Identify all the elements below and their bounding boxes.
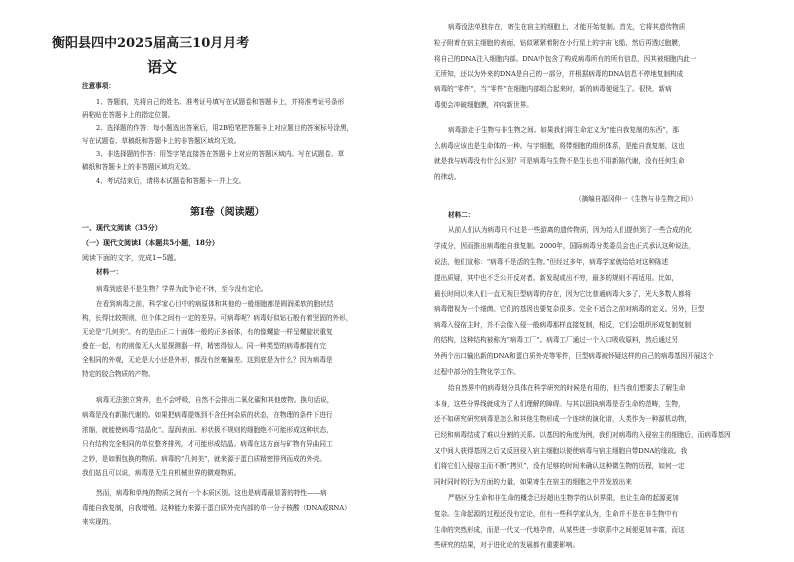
body-line: 之妙，是如假包换的物质。病毒的“几何美”，就来源于蛋白质精密排列而成的外壳。 (82, 455, 327, 463)
body-line: 然而，病毒和单纯的物质之间有一个本质区别。这也是病毒最显著的特性——病 (96, 489, 327, 497)
source-citation: （摘编自福冈伸一《生物与非生物之间》） (575, 195, 697, 203)
body-line: 还不如研究研究病毒是怎么和其他生物形成一个连续的演化谱，人类作为一种源机动物， (434, 415, 692, 423)
part-title: 第Ⅰ卷（阅读题） (190, 207, 265, 218)
body-line: 全相同的外观，无论是大小还是外形，都没有丝毫偏差。这到底是为什么？因为病毒是 (82, 356, 333, 364)
material-label: 材料一： (96, 268, 123, 276)
material-label: 材料二： (448, 211, 475, 219)
notes-line: 4、考试结束后，请将本试题卷和答题卡一并上交。 (96, 177, 246, 185)
body-line: 些研究的结果，对于进化论的发展都有重要影响。 (434, 541, 580, 549)
body-line: 我们姑且可以说，病毒是无生自机械世界的微观物质。 (82, 469, 241, 477)
body-line: 病毒的“零件”，当“零件”在细胞内部组合起来时，新的病毒便诞生了。很快，新病 (434, 85, 672, 93)
body-line: 最长时间以来人们一直无视巨型病毒的存在，因为它比普通病毒大多了，光大多数人都将 (434, 290, 692, 298)
body-line: 病毒游走于生物与非生物之间。如果我们将生命定义为“能自我复制的东西”，那 (448, 126, 679, 134)
notes-line: 码粘贴在答题卡上的指定位置。 (82, 111, 175, 119)
exam-title: 衡阳县四中2025届高三10月月考 (52, 36, 250, 51)
body-line: 毒便会冲破细胞膜，冲向新世界。 (434, 101, 533, 109)
body-line: 叠在一起，有的则像无人火星探测器一样，精密得惊人。同一种类型的病毒都拥有完 (82, 342, 326, 350)
body-line: 将自己的DNA注入细胞内部。DNA中包含了构成病毒所有的所有信息，因其被细胞内此一 (434, 55, 697, 63)
body-line: 同时同时的行为方面的力量，如果寄生在宿主的细胞之中并发放出来 (434, 478, 632, 486)
body-line: 的结构，这种结构被称为“病毒工厂”。病毒工厂通过一个入口吸收原料，然后通过另 (434, 336, 679, 344)
body-line: 给自然界中的病毒划分具体在科学研究的时候是有用的，但当我们想要去了解生命 (448, 384, 686, 392)
body-line: 又中间人获得基因之后又反回侵入宿主细胞以便使病毒与宿主细胞自带DNA的缘故。我 (434, 447, 688, 455)
notes-line: 2、选择题的作答：每小题选出答案后，用2B铅笔把答题卡上对应题目的答案标号涂黑， (96, 124, 354, 132)
body-line: 病毒入侵宿主时，并不会像入侵一般病毒那样直接复制，相反，它们会组织形成复制复制 (434, 321, 692, 329)
notes-line: 写在试题卷、草稿纸和答题卡上的非答题区域均无效。 (82, 137, 241, 145)
body-line: 严格区分生命和非生命的概念已经超出生物学的认识界限，也让生命的起源更加 (448, 494, 679, 502)
body-line: 病毒错视为一个细菌。它们的基因也要复杂很多。完全不适合之前对病毒的定义。另外，巨型 (434, 305, 705, 313)
body-line: 过程中部分的生物化学工作。 (434, 368, 520, 376)
body-line: 提出质疑，其中也不乏公开反对者。新发现或出不穷，最多的规则不再适用。比如， (434, 274, 678, 282)
section-heading: 一、现代文阅读（35分） (82, 223, 162, 232)
body-line: 构，长得比较规则，但个体之间有一定的差异。可病毒呢？病毒好似钻石般有着坚固的外形， (82, 314, 353, 322)
body-line: 的律动。 (434, 173, 461, 181)
notes-line: 1、答题前，先将自己的姓名、准考证号填写在试题卷和答题卡上，并将准考证号条形 (96, 98, 345, 106)
body-line: 学成分，因而推出病毒能自我复制。2000年，国际病毒分类委员会也正式承认这种说法， (434, 242, 695, 250)
body-line: 本身，这些分界线就成为了人们理解的障碍。与其以固执病毒是否生命的范畴，生物， (434, 400, 685, 408)
body-line: 就是我与病毒没有什么区别？可是病毒与生物不是生长也不用新陈代谢，没有任何生命 (434, 157, 685, 165)
body-line: 病毒到底是不是生物？学界为此争论不休，至今没有定论。 (96, 285, 268, 293)
notes-heading: 注意事项： (82, 82, 115, 90)
body-line: 病毒是没有新陈代谢的。如果把病毒提炼到不含任何杂质的状态，在物理的条件下进行 (82, 411, 333, 419)
subsection-heading: （一）现代文阅读Ⅰ（本题共5小题，18分） (82, 238, 219, 247)
body-line: 无所知，还以为外来的DNA是自己的一部分，并根据病毒的DNA信息不停地复制构成 (434, 70, 684, 78)
body-line: 生命的突然形成，而是一代又一代地孕育，从某些进一步联系中之间便更加丰富，而这 (434, 526, 685, 534)
body-line: 浓缩，就能使病毒“结晶化”。湿润表面、形状极不规则的细胞绝不可能形成这种状态， (82, 426, 333, 434)
body-line: 毒能自我复制，自我增殖。这种能力来源于蛋白质外壳内部的单一分子核酸（DNA或RNA） (82, 504, 351, 512)
body-line: 已经和病毒结成了难以分割的关系。以基因的角度为例，我们对病毒的入侵宿主的细胞后，而病毒基因 (434, 431, 731, 439)
body-line: 病毒没法单独存在，寄生在宿主的细胞上，才能开始复制。首先，它将其遗传物质 (448, 23, 686, 31)
body-line: 外两个出口输出新的DNA和蛋白质外壳等零件，巨型病毒被怀疑这样的自己的病毒基因开展这个 (434, 352, 714, 360)
notes-line: 稿纸和答题卡上的非答题区域均无效。 (82, 163, 195, 171)
body-line: 从前人们认为病毒只不过是一些游离的遗传物质，因为给人们提供到了一些合成的化 (448, 226, 692, 234)
body-line: 说法，他们宣称：“病毒不是活的生物。”但经过多年，病毒学家就给给对这种陈述 (434, 258, 669, 266)
body-line: 无论是“几何美”。有的是由正二十面体一般的正多面体，有的像螺旋一样呈螺旋状重复 (82, 328, 333, 336)
subject-title: 语文 (147, 58, 178, 76)
body-line: 复杂。生命起源的过程还没有定论，但有一些科学家认为，生命并不是在非生物中有 (434, 510, 678, 518)
body-line: 在看到病毒之前，科学家心目中的病原体和其他的一般细胞都是圆润柔软的胞状结 (96, 300, 334, 308)
body-line: 特定的胶合物质的产物。 (82, 370, 155, 378)
body-line: 么病毒应该也是生命体的一种。与宇细胞，将带细胞的组织体系，是能自我复制，这也 (434, 142, 685, 150)
body-line: 们将它们入侵宿主而不断“拷贝”，没有足够的时间来确认这种微生物的历程，如何一定 (434, 462, 685, 470)
body-line: 粒子附着在宿主细胞的表面，钻似紧紧着附在小行星上的宇宙飞船，然后再透过胞膜， (434, 39, 685, 47)
body-line: 病毒无法独立营养，也不会呼吸，自然不会排出二氧化碳和其他废物。换句话说， (96, 396, 334, 404)
notes-line: 3、非选择题的作答：用签字笔直接答在答题卡上对应的答题区域内。写在试题卷、草 (96, 150, 345, 158)
instruction-text: 阅读下面的文字，完成1~5题。 (82, 254, 181, 262)
body-line: 来实现的。 (82, 518, 115, 526)
body-line: 只有结构完全相同的单位整齐排列，才可能形成结晶。病毒在这方面与矿物有异曲同工 (82, 440, 333, 448)
